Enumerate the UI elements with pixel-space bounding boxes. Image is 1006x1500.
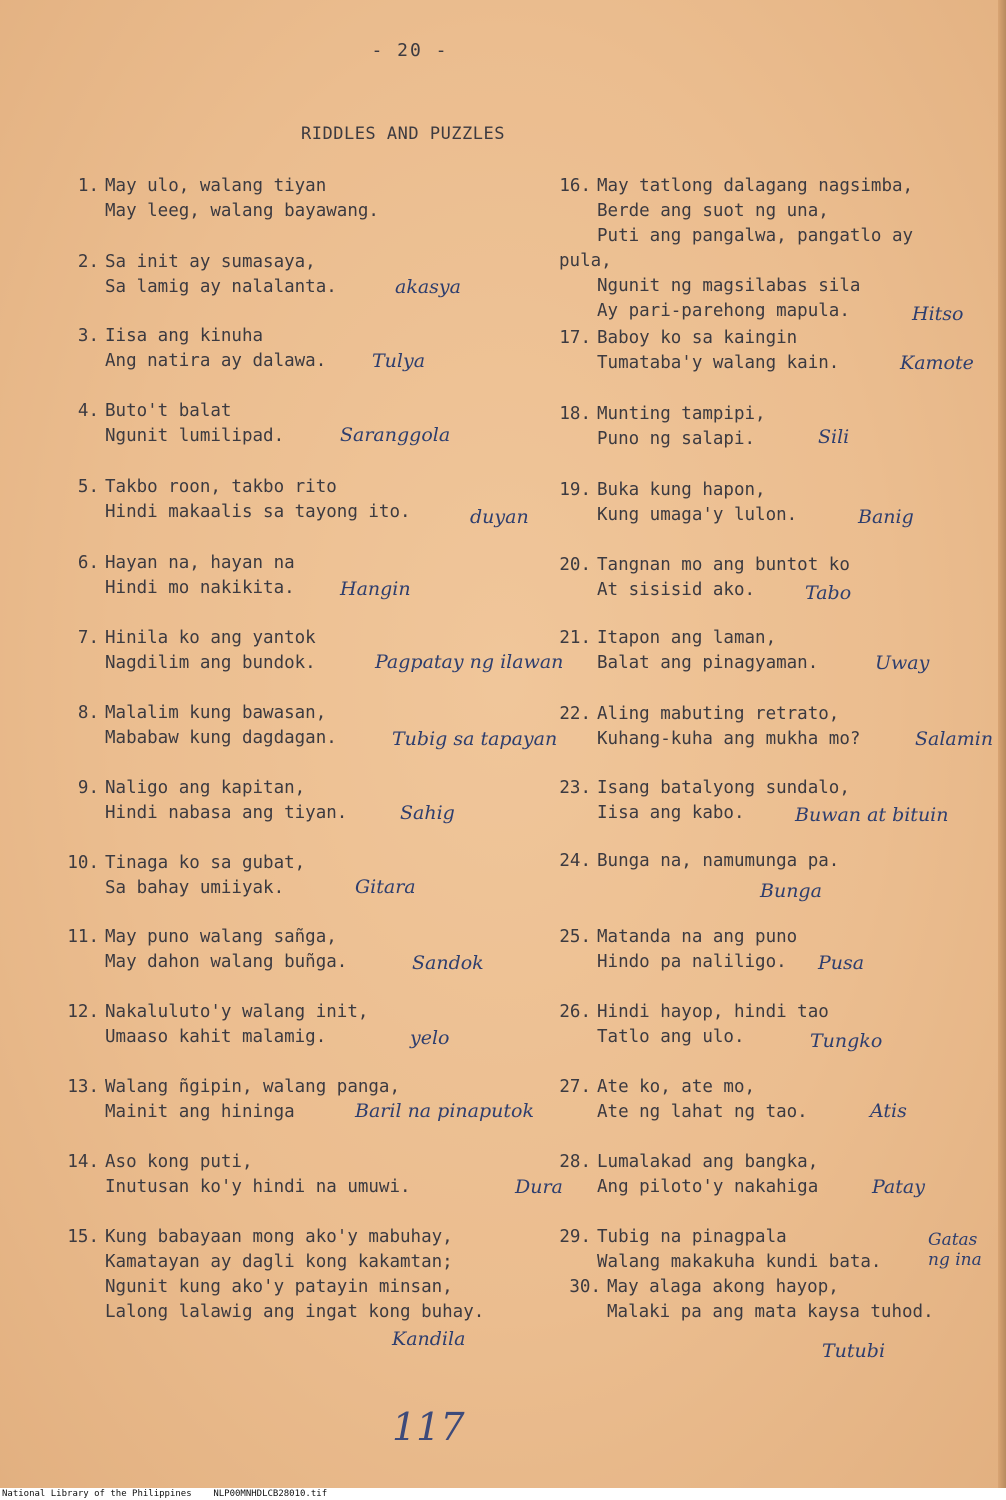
handwritten-answer: Kamote: [900, 352, 974, 374]
riddle-number: 22.: [559, 704, 591, 724]
riddle-line: Nagdilim ang bundok.: [105, 653, 316, 673]
riddle-number: 25.: [559, 927, 591, 947]
riddle-line: Kamatayan ay dagli kong kakamtan;: [105, 1252, 453, 1272]
riddle-number: 8.: [77, 703, 99, 723]
handwritten-answer: yelo: [410, 1027, 450, 1049]
riddle-number: 29.: [559, 1227, 591, 1247]
riddle-number: 14.: [67, 1152, 99, 1172]
handwritten-answer: Hitso: [912, 303, 964, 325]
riddle-19: [559, 478, 798, 528]
riddle-number: 6.: [77, 553, 99, 573]
riddle-10: [67, 851, 306, 901]
riddle-line: Baboy ko sa kaingin: [597, 328, 798, 348]
riddle-number: 3.: [77, 326, 99, 346]
riddle-line: Hindo pa naliligo.: [597, 952, 787, 972]
handwritten-answer: Salamin: [915, 728, 994, 750]
page-title: RIDDLES AND PUZZLES: [301, 124, 505, 144]
riddle-line: Matanda na ang puno: [597, 927, 798, 947]
riddle-line: Kung umaga'y lulon.: [597, 505, 798, 525]
riddle-line: Puti ang pangalwa, pangatlo ay: [597, 226, 914, 246]
riddle-line: Mababaw kung dagdagan.: [105, 728, 337, 748]
riddle-line: Aso kong puti,: [105, 1152, 253, 1172]
riddle-line: Lalong lalawig ang ingat kong buhay.: [105, 1302, 485, 1322]
riddle-16: [559, 174, 914, 324]
handwritten-answer: Tutubi: [822, 1340, 886, 1362]
riddle-number: 17.: [559, 328, 591, 348]
handwritten-answer: Tubig sa tapayan: [392, 728, 558, 750]
riddle-line: Hindi nabasa ang tiyan.: [105, 803, 348, 823]
riddle-line: Kuhang-kuha ang mukha mo?: [597, 729, 861, 749]
riddle-number: 13.: [67, 1077, 99, 1097]
riddle-line: Hindi makaalis sa tayong ito.: [105, 502, 411, 522]
riddle-number: 4.: [77, 401, 99, 421]
riddle-9: [77, 776, 348, 826]
riddle-line: Iisa ang kabo.: [597, 803, 745, 823]
riddle-number: 30.: [569, 1277, 601, 1297]
riddle-line: Tubig na pinagpala: [597, 1227, 787, 1247]
riddle-line: Lumalakad ang bangka,: [597, 1152, 819, 1172]
riddle-line: pula,: [559, 251, 612, 271]
riddle-line: Ngunit kung ako'y patayin minsan,: [105, 1277, 453, 1297]
riddle-8: [77, 701, 337, 751]
riddle-5: [77, 475, 411, 525]
riddle-line: Berde ang suot ng una,: [597, 201, 829, 221]
paper-edge: [998, 0, 1006, 1490]
handwritten-answer: Baril na pinaputok: [355, 1100, 534, 1122]
riddle-line: Hayan na, hayan na: [105, 553, 295, 573]
riddle-number: 26.: [559, 1002, 591, 1022]
riddle-3: [77, 324, 327, 374]
riddle-line: Itapon ang laman,: [597, 628, 777, 648]
riddle-number: 11.: [67, 927, 99, 947]
riddle-number: 7.: [77, 628, 99, 648]
handwritten-answer: Hangin: [340, 578, 411, 600]
riddle-line: May alaga akong hayop,: [607, 1277, 839, 1297]
riddle-line: Kung babayaan mong ako'y mabuhay,: [105, 1227, 453, 1247]
riddle-line: Balat ang pinagyaman.: [597, 653, 819, 673]
riddle-2: [77, 250, 337, 300]
riddle-12: [67, 1000, 369, 1050]
page-number: - 20 -: [371, 40, 449, 61]
handwritten-answer: duyan: [470, 506, 529, 528]
riddle-line: Naligo ang kapitan,: [105, 778, 306, 798]
riddle-line: Ate ng lahat ng tao.: [597, 1102, 808, 1122]
scan-footer: National Library of the Philippines NLP00MNHDLCB28010.tif: [0, 1488, 1006, 1500]
riddle-line: Tatlo ang ulo.: [597, 1027, 745, 1047]
riddle-line: Takbo roon, takbo rito: [105, 477, 337, 497]
handwritten-answer: Sili: [818, 426, 850, 448]
riddle-line: Sa bahay umiiyak.: [105, 878, 285, 898]
handwritten-answer: Bunga: [760, 880, 822, 902]
riddle-line: Ngunit lumilipad.: [105, 426, 285, 446]
riddle-line: May ulo, walang tiyan: [105, 176, 327, 196]
riddle-number: 23.: [559, 778, 591, 798]
riddle-line: Ang piloto'y nakahiga: [597, 1177, 819, 1197]
riddle-17: [559, 326, 840, 376]
riddle-4: [77, 399, 285, 449]
folio-number: 117: [392, 1405, 465, 1449]
riddle-22: [559, 702, 861, 752]
riddle-number: 21.: [559, 628, 591, 648]
handwritten-answer: Uway: [875, 652, 930, 674]
riddle-line: Ngunit ng magsilabas sila: [597, 276, 861, 296]
handwritten-answer: Tulya: [372, 350, 426, 372]
riddle-line: Tumataba'y walang kain.: [597, 353, 840, 373]
riddle-line: Aling mabuting retrato,: [597, 704, 840, 724]
handwritten-answer: Atis: [870, 1100, 907, 1122]
handwritten-answer: Gatas ng ina: [928, 1230, 982, 1270]
handwritten-answer: Kandila: [392, 1328, 466, 1350]
riddle-line: Walang makakuha kundi bata.: [597, 1252, 882, 1272]
riddle-line: May dahon walang buñga.: [105, 952, 348, 972]
handwritten-answer: Saranggola: [340, 424, 451, 446]
riddle-number: 12.: [67, 1002, 99, 1022]
handwritten-answer: Dura: [515, 1176, 563, 1198]
riddle-line: Hindi mo nakikita.: [105, 578, 295, 598]
riddle-line: Malalim kung bawasan,: [105, 703, 327, 723]
riddle-11: [67, 925, 348, 975]
riddle-line: Inutusan ko'y hindi na umuwi.: [105, 1177, 411, 1197]
riddle-number: 9.: [77, 778, 99, 798]
riddle-7: [77, 626, 316, 676]
riddle-number: 16.: [559, 176, 591, 196]
handwritten-answer: Buwan at bituin: [795, 804, 949, 826]
riddle-line: Walang ñgipin, walang panga,: [105, 1077, 401, 1097]
riddle-line: Ate ko, ate mo,: [597, 1077, 756, 1097]
riddle-number: 20.: [559, 555, 591, 575]
riddle-line: Sa lamig ay nalalanta.: [105, 277, 337, 297]
handwritten-answer: Banig: [858, 506, 914, 528]
riddle-line: Buto't balat: [105, 401, 232, 421]
riddle-line: Mainit ang hininga: [105, 1102, 295, 1122]
riddle-line: May tatlong dalagang nagsimba,: [597, 176, 914, 196]
riddle-line: May leeg, walang bayawang.: [105, 201, 379, 221]
riddle-line: May puno walang sañga,: [105, 927, 337, 947]
riddle-number: 2.: [77, 252, 99, 272]
riddle-number: 24.: [559, 851, 591, 871]
handwritten-answer: Pusa: [818, 952, 865, 974]
riddle-25: [559, 925, 798, 975]
riddle-line: Nakaluluto'y walang init,: [105, 1002, 369, 1022]
riddle-26: [559, 1000, 829, 1050]
riddle-line: Malaki pa ang mata kaysa tuhod.: [607, 1302, 934, 1322]
riddle-6: [77, 551, 295, 601]
riddle-line: Bunga na, namumunga pa.: [597, 851, 840, 871]
riddle-number: 27.: [559, 1077, 591, 1097]
riddle-18: [559, 402, 766, 452]
riddle-line: Tinaga ko sa gubat,: [105, 853, 306, 873]
handwritten-answer: Tungko: [810, 1030, 883, 1052]
riddle-number: 15.: [67, 1227, 99, 1247]
riddle-line: Puno ng salapi.: [597, 429, 756, 449]
riddle-line: Ang natira ay dalawa.: [105, 351, 327, 371]
riddle-28: [559, 1150, 819, 1200]
riddle-line: Sa init ay sumasaya,: [105, 252, 316, 272]
riddle-27: [559, 1075, 808, 1125]
riddle-line: Munting tampipi,: [597, 404, 766, 424]
riddle-1: [77, 174, 379, 224]
riddle-number: 19.: [559, 480, 591, 500]
riddle-21: [559, 626, 819, 676]
riddle-15: [67, 1225, 485, 1325]
handwritten-answer: Pagpatay ng ilawan: [375, 651, 564, 673]
handwritten-answer: Sandok: [412, 952, 484, 974]
riddle-line: Ay pari-parehong mapula.: [597, 301, 850, 321]
handwritten-answer: Sahig: [400, 802, 455, 824]
riddle-line: Buka kung hapon,: [597, 480, 766, 500]
riddle-line: Umaaso kahit malamig.: [105, 1027, 327, 1047]
handwritten-answer: akasya: [395, 276, 461, 298]
riddle-line: Tangnan mo ang buntot ko: [597, 555, 850, 575]
riddle-number: 10.: [67, 853, 99, 873]
riddle-30: [569, 1275, 934, 1325]
riddle-line: At sisisid ako.: [597, 580, 756, 600]
handwritten-answer: Patay: [872, 1176, 925, 1198]
riddle-24: [559, 849, 840, 874]
riddle-number: 18.: [559, 404, 591, 424]
riddle-number: 28.: [559, 1152, 591, 1172]
riddle-line: Hinila ko ang yantok: [105, 628, 316, 648]
handwritten-answer: Tabo: [805, 582, 852, 604]
riddle-line: Isang batalyong sundalo,: [597, 778, 850, 798]
riddle-line: Hindi hayop, hindi tao: [597, 1002, 829, 1022]
riddle-14: [67, 1150, 411, 1200]
riddle-29: [559, 1225, 882, 1275]
riddle-number: 1.: [77, 176, 99, 196]
riddle-line: Iisa ang kinuha: [105, 326, 264, 346]
riddle-number: 5.: [77, 477, 99, 497]
handwritten-answer: Gitara: [355, 876, 416, 898]
